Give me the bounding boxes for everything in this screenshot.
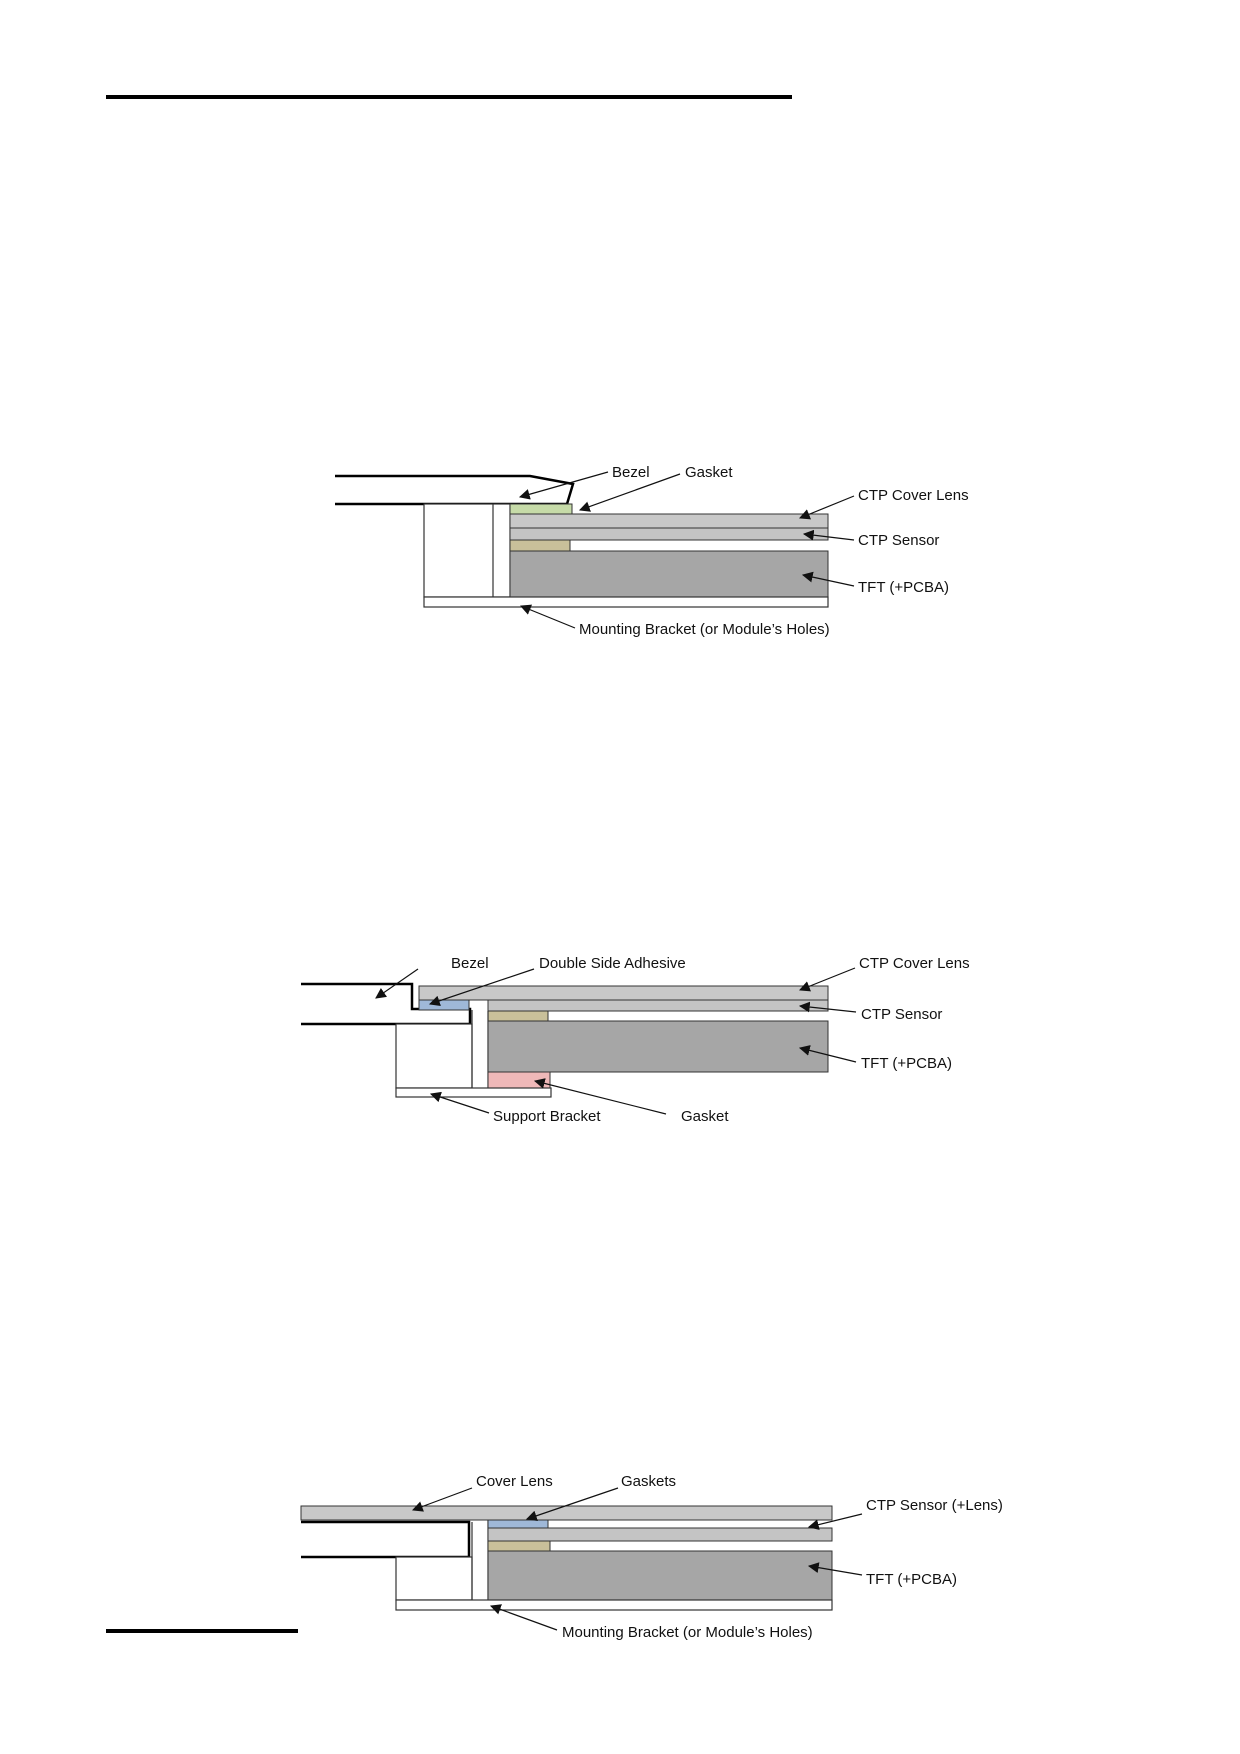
module-housing bbox=[424, 504, 510, 597]
ctp-sensor bbox=[488, 1528, 832, 1541]
label-bracket: Mounting Bracket (or Module’s Holes) bbox=[562, 1624, 813, 1641]
label-cover-lens: CTP Cover Lens bbox=[858, 487, 969, 504]
label-gasket: Gasket bbox=[685, 464, 733, 481]
double-side-adhesive bbox=[419, 1000, 469, 1010]
gasket-top bbox=[510, 504, 572, 514]
cover-lens bbox=[510, 514, 828, 528]
tft-panel bbox=[510, 551, 828, 597]
label-bracket: Mounting Bracket (or Module’s Holes) bbox=[579, 621, 830, 638]
bezel-shape bbox=[335, 476, 573, 504]
label-sensor: CTP Sensor (+Lens) bbox=[866, 1497, 1003, 1514]
module-housing bbox=[396, 1024, 472, 1088]
mounting-bracket bbox=[396, 1600, 832, 1610]
gasket-pink bbox=[488, 1072, 550, 1088]
label-gaskets: Gaskets bbox=[621, 1473, 677, 1490]
diagram-cover-lens-gaskets bbox=[301, 1473, 1003, 1641]
bezel-shape bbox=[301, 1522, 469, 1557]
label-support: Support Bracket bbox=[493, 1108, 601, 1125]
tft-panel bbox=[488, 1551, 832, 1600]
label-adhesive: Double Side Adhesive bbox=[539, 955, 686, 972]
label-tft: TFT (+PCBA) bbox=[866, 1571, 957, 1588]
label-cover-lens: Cover Lens bbox=[476, 1473, 553, 1490]
gasket-tan bbox=[488, 1011, 548, 1021]
label-bezel: Bezel bbox=[612, 464, 650, 481]
gasket-blue bbox=[488, 1520, 548, 1528]
module-housing bbox=[396, 1557, 472, 1600]
diagram-bezel-gasket-mount bbox=[335, 464, 969, 638]
gasket-tan bbox=[488, 1541, 550, 1551]
label-tft: TFT (+PCBA) bbox=[861, 1055, 952, 1072]
label-sensor: CTP Sensor bbox=[861, 1006, 943, 1023]
diagram-adhesive-support bbox=[301, 955, 970, 1125]
label-bezel: Bezel bbox=[451, 955, 489, 972]
tft-panel bbox=[488, 1021, 828, 1072]
label-tft: TFT (+PCBA) bbox=[858, 579, 949, 596]
cover-lens bbox=[301, 1506, 832, 1520]
label-sensor: CTP Sensor bbox=[858, 532, 940, 549]
support-bracket bbox=[396, 1088, 551, 1097]
mounting-bracket bbox=[424, 597, 828, 607]
ctp-sensor bbox=[510, 528, 828, 540]
cover-lens bbox=[419, 986, 828, 1000]
label-gasket: Gasket bbox=[681, 1108, 729, 1125]
gasket-tan bbox=[510, 540, 570, 551]
ctp-sensor bbox=[488, 1000, 828, 1011]
label-cover-lens: CTP Cover Lens bbox=[859, 955, 970, 972]
